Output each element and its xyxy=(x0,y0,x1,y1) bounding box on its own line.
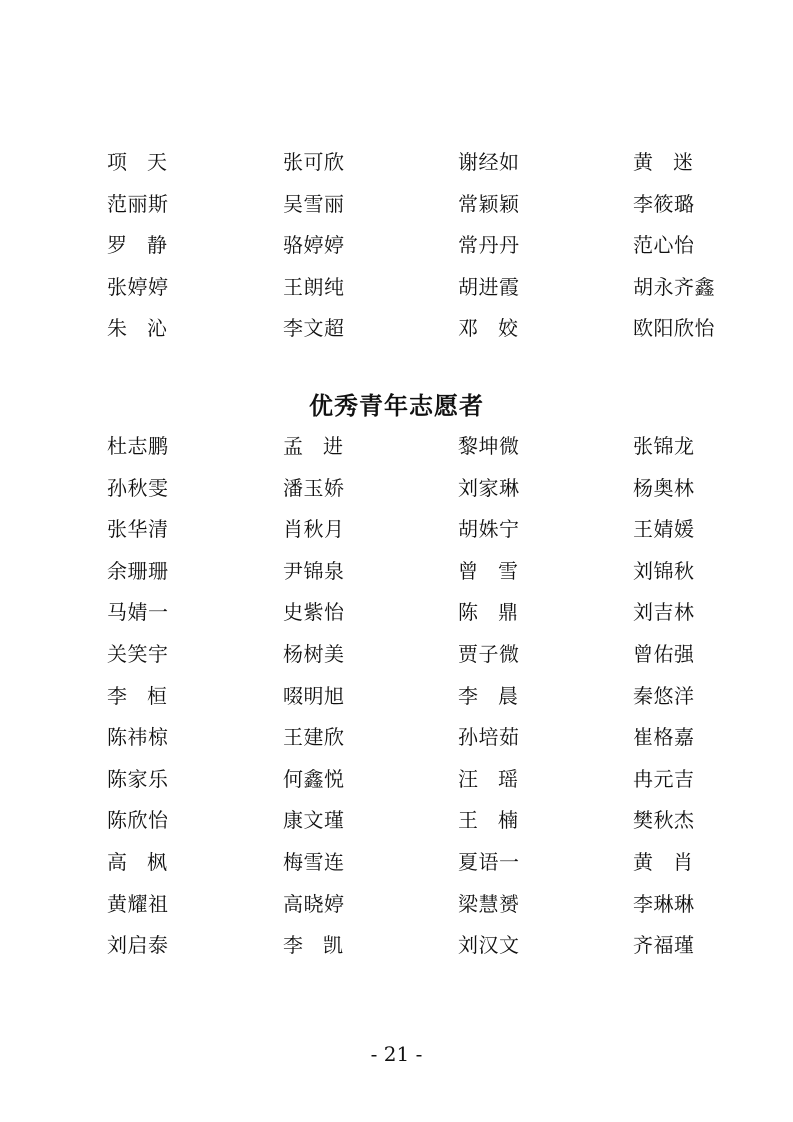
name-cell: 邓 姣 xyxy=(458,316,518,341)
name-cell: 范心怡 xyxy=(633,233,695,258)
name-cell: 高 枫 xyxy=(107,849,167,874)
name-cell: 胡永齐鑫 xyxy=(633,274,715,299)
name-cell: 秦悠洋 xyxy=(633,683,695,708)
name-cell: 高晓婷 xyxy=(283,891,345,916)
name-row xyxy=(107,192,747,234)
name-cell: 李琳琳 xyxy=(633,891,695,916)
name-row xyxy=(107,725,747,767)
name-cell: 潘玉娇 xyxy=(283,475,345,500)
name-cell: 罗 静 xyxy=(107,233,167,258)
name-cell: 樊秋杰 xyxy=(633,808,695,833)
name-cell: 杨奥林 xyxy=(633,475,695,500)
name-cell: 黎坤微 xyxy=(458,434,520,458)
name-row xyxy=(107,275,747,317)
name-cell: 梁慧赟 xyxy=(458,891,520,916)
name-cell: 刘锦秋 xyxy=(633,558,695,583)
name-row xyxy=(107,767,747,809)
name-cell: 常颖颖 xyxy=(458,191,520,216)
name-cell: 杨树美 xyxy=(283,641,345,666)
name-cell: 吴雪丽 xyxy=(283,191,345,216)
name-cell: 贾子微 xyxy=(458,641,520,666)
name-list-volunteers xyxy=(107,434,747,975)
name-cell: 崔格嘉 xyxy=(633,725,695,750)
name-row xyxy=(107,476,747,518)
name-cell: 黄 肖 xyxy=(633,849,693,874)
name-cell: 张婷婷 xyxy=(107,274,169,299)
name-cell: 李筱璐 xyxy=(633,191,695,216)
name-cell: 黄耀祖 xyxy=(107,891,169,916)
name-cell: 康文瑾 xyxy=(283,808,345,833)
name-cell: 孙秋雯 xyxy=(107,475,169,500)
name-row xyxy=(107,850,747,892)
section-title: 优秀青年志愿者 xyxy=(309,392,484,420)
name-cell: 张锦龙 xyxy=(633,434,695,458)
name-cell: 胡进霞 xyxy=(458,274,520,299)
name-row xyxy=(107,808,747,850)
name-row xyxy=(107,892,747,934)
name-cell: 余珊珊 xyxy=(107,558,169,583)
name-cell: 冉元吉 xyxy=(633,766,695,791)
name-cell: 刘家琳 xyxy=(458,475,520,500)
name-cell: 王朗纯 xyxy=(283,274,345,299)
name-cell: 刘吉林 xyxy=(633,600,695,625)
name-cell: 齐福瑾 xyxy=(633,933,695,958)
name-cell: 谢经如 xyxy=(458,150,520,174)
name-cell: 孟 进 xyxy=(283,434,343,458)
name-cell: 李 桓 xyxy=(107,683,167,708)
name-cell: 王婧媛 xyxy=(633,517,695,542)
name-cell: 陈欣怡 xyxy=(107,808,169,833)
name-cell: 史紫怡 xyxy=(283,600,345,625)
name-cell: 夏语一 xyxy=(458,849,520,874)
name-row xyxy=(107,434,747,476)
name-cell: 肖秋月 xyxy=(283,517,345,542)
name-cell: 杜志鹏 xyxy=(107,434,169,458)
name-cell: 孙培茹 xyxy=(458,725,520,750)
name-row xyxy=(107,684,747,726)
name-cell: 曾 雪 xyxy=(458,558,518,583)
name-cell: 常丹丹 xyxy=(458,233,520,258)
name-cell: 刘汉文 xyxy=(458,933,520,958)
name-cell: 何鑫悦 xyxy=(283,766,345,791)
name-cell: 陈祎椋 xyxy=(107,725,169,750)
name-cell: 骆婷婷 xyxy=(283,233,345,258)
name-cell: 欧阳欣怡 xyxy=(633,316,715,341)
name-row xyxy=(107,233,747,275)
name-row xyxy=(107,642,747,684)
name-cell: 胡姝宁 xyxy=(458,517,520,542)
name-cell: 王建欣 xyxy=(283,725,345,750)
name-cell: 范丽斯 xyxy=(107,191,169,216)
name-cell: 张华清 xyxy=(107,517,169,542)
name-cell: 曾佑强 xyxy=(633,641,695,666)
name-cell: 刘启泰 xyxy=(107,933,169,958)
name-cell: 李 晨 xyxy=(458,683,518,708)
name-cell: 梅雪连 xyxy=(283,849,345,874)
name-list-top xyxy=(107,150,747,358)
name-cell: 汪 瑶 xyxy=(458,766,518,791)
name-cell: 陈家乐 xyxy=(107,766,169,791)
name-cell: 啜明旭 xyxy=(283,683,345,708)
name-cell: 李文超 xyxy=(283,316,345,341)
name-cell: 项 天 xyxy=(107,150,167,174)
page-number: - 21 - xyxy=(370,1042,423,1066)
name-cell: 王 楠 xyxy=(458,808,518,833)
name-row xyxy=(107,600,747,642)
name-row xyxy=(107,316,747,358)
name-row xyxy=(107,517,747,559)
name-cell: 马婧一 xyxy=(107,600,169,625)
name-cell: 张可欣 xyxy=(283,150,345,174)
name-cell: 关笑宇 xyxy=(107,641,169,666)
name-row xyxy=(107,559,747,601)
name-cell: 陈 鼎 xyxy=(458,600,518,625)
name-row xyxy=(107,150,747,192)
name-cell: 黄 迷 xyxy=(633,150,693,174)
name-cell: 朱 沁 xyxy=(107,316,167,341)
name-cell: 尹锦泉 xyxy=(283,558,345,583)
name-row xyxy=(107,933,747,975)
name-cell: 李 凯 xyxy=(283,933,343,958)
